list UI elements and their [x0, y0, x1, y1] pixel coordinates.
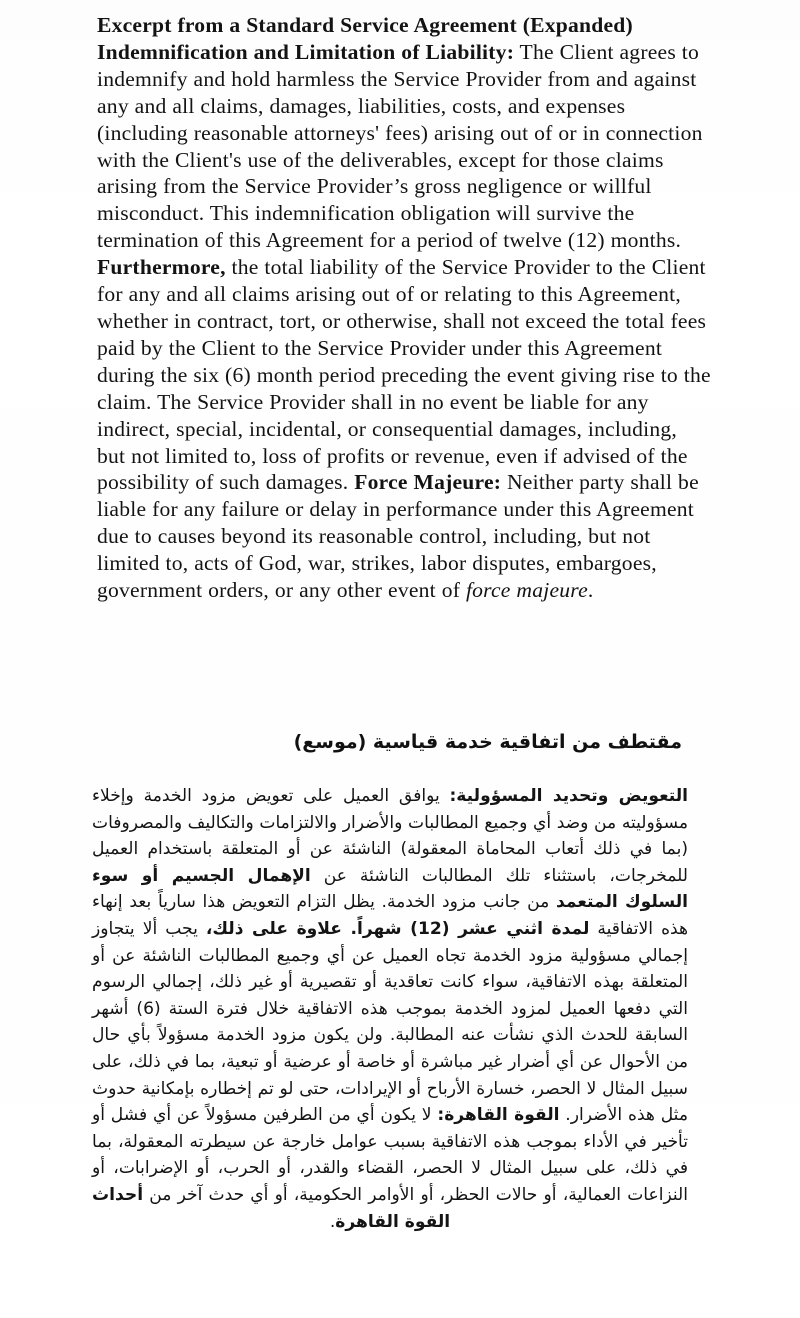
- arabic-section-body: [92, 783, 688, 1235]
- arabic-heading: مقتطف من اتفاقية خدمة قياسية (موسع): [293, 731, 682, 753]
- english-clause-2-label: Furthermore,: [97, 255, 226, 280]
- english-clause-1-body: The Client agrees to indemnify and hold harmless the Service Provider from and against any and all claims, damages, liabilities, costs, and expenses (including reasonable attorneys' fees) arising out of or in connection with the Client's use of the deliverables, except for those claims arising from the Service Provider’s gross negligence or willful misconduct. This indemnification obligation will survive the termination of this Agreement for a period of twelve (12) months.: [97, 39, 703, 253]
- english-section: [97, 12, 711, 604]
- english-clause-3-label: Force Majeure:: [354, 470, 502, 495]
- english-heading: Excerpt from a Standard Service Agreement (Expanded): [97, 13, 633, 37]
- english-clause-3-body: Neither party shall be liable for any failure or delay in performance under this Agreement due to causes beyond its reasonable control, including, but not limited to, acts of God, war, strikes, labor disputes, embargoes, government orders, or any other event of: [97, 470, 699, 603]
- arabic-clause-2-label: علاوة على ذلك،: [205, 918, 351, 939]
- arabic-clause-2-body: يجب ألا يتجاوز إجمالي مسؤولية مزود الخدمة تجاه العميل عن أي وجميع المطالبات الناشئة عن أو المتعلقة بهذه الاتفاقية، سواء كانت تعاقدية أو تقصيرية أو غير ذلك، إجمالي الرسوم التي دفعها العميل لمزود الخدمة بموجب هذه الاتفاقية خلال فترة الستة (6) أشهر السابقة للحدث الذي نشأت عنه المطالبة. ولن يكون مزود الخدمة مسؤولاً بأي حال من الأحوال عن أي أضرار غير مباشرة أو خاصة أو عرضية أو تبعية، بما في ذلك، على سبيل المثال لا الحصر، خسارة الأرباح أو الإيرادات، حتى لو تم إخطاره بإمكانية حدوث مثل هذه الأضرار.: [92, 918, 688, 1126]
- english-clause-1-label: Indemnification and Limitation of Liability:: [97, 39, 515, 64]
- english-clause-2-body: the total liability of the Service Provider to the Client for any and all claims arising out of or relating to this Agreement, whether in contract, tort, or otherwise, shall not exceed the total fees paid by the Client to the Service Provider under this Agreement during the six (6) month period preceding the event giving rise to the claim. The Service Provider shall in no event be liable for any indirect, special, incidental, or consequential damages, including, but not limited to, loss of profits or revenue, even if advised of the possibility of such damages.: [97, 255, 711, 495]
- arabic-section-heading-wrap: [82, 728, 682, 774]
- english-clause-3-end: .: [587, 578, 594, 603]
- english-paragraph: [97, 12, 711, 604]
- arabic-clause-3-bold-tail: أحداث القوة القاهرة: [92, 1184, 451, 1232]
- arabic-clause-3-body: لا يكون أي من الطرفين مسؤولاً عن أي فشل أو تأخير في الأداء بموجب هذه الاتفاقية بسبب عوامل خارجة عن سيطرته المعقولة، بما في ذلك، على سبيل المثال لا الحصر، القضاء والقدر، أو الحرب، أو الإضرابات، أو النزاعات العمالية، أو حالات الحظر، أو الأوامر الحكومية، أو أي حدث آخر من: [92, 1105, 688, 1205]
- arabic-clause-3-end: .: [329, 1211, 336, 1232]
- arabic-clause-3-label: القوة القاهرة:: [437, 1105, 560, 1126]
- arabic-paragraph: [92, 783, 688, 1235]
- english-force-majeure-italic: force majeure: [465, 578, 588, 603]
- arabic-clause-1-body-a: يوافق العميل على تعويض مزود الخدمة وإخلاء مسؤوليته من وضد أي وجميع المطالبات والأضرار والالتزامات والتكاليف والمصروفات (بما في ذلك أتعاب المحاماة المعقولة) الناشئة عن أو المتعلقة باستخدام العميل للمخرجات، باستثناء تلك المطالبات الناشئة عن: [92, 786, 688, 886]
- arabic-clause-1-bold-b: الإهمال الجسيم أو سوء السلوك المتعمد: [92, 865, 688, 913]
- arabic-clause-1-label: التعويض وتحديد المسؤولية:: [449, 786, 688, 806]
- arabic-clause-1-bold-d: لمدة اثني عشر (12) شهراً.: [350, 918, 590, 939]
- arabic-clause-1-body-c: من جانب مزود الخدمة. يظل التزام التعويض هذا سارياً بعد إنهاء هذه الاتفاقية: [92, 892, 689, 939]
